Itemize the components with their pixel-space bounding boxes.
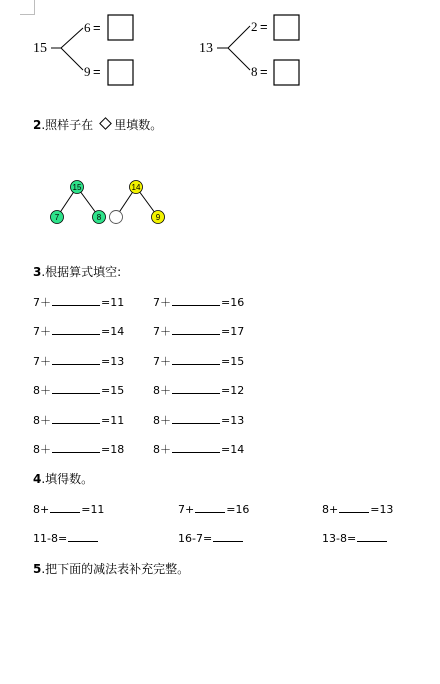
q4-heading (33, 472, 93, 486)
answer-box[interactable] (274, 15, 299, 40)
fill-equation: 8＋ =14 (153, 443, 245, 456)
answer-blank[interactable] (172, 414, 220, 424)
heading-text: .填得数。 (41, 472, 94, 486)
fill-equation: 8＋ =15 (33, 384, 125, 397)
fill-equation: 16-7= (178, 532, 244, 545)
answer-box[interactable] (108, 60, 133, 85)
tree-top-part: 2 (251, 19, 258, 34)
equals-sign: = (260, 64, 268, 79)
fill-equation: 7＋ =15 (153, 355, 245, 368)
fill-equation: 11-8= (33, 532, 99, 545)
answer-blank[interactable] (172, 443, 220, 453)
fill-equation: 7＋ =13 (33, 355, 125, 368)
answer-blank[interactable] (52, 296, 100, 306)
fill-equation: 8＋ =12 (153, 384, 245, 397)
q3-heading (33, 265, 121, 279)
answer-blank[interactable] (68, 532, 98, 542)
answer-box[interactable] (274, 60, 299, 85)
diamond-icon (99, 117, 112, 130)
fill-equation: 7+ =16 (178, 503, 250, 516)
answer-blank[interactable] (52, 414, 100, 424)
q5-heading (33, 562, 189, 576)
q1-tree-2 (199, 15, 299, 85)
circle-number: 15 (72, 183, 82, 192)
answer-blank[interactable] (52, 443, 100, 453)
answer-blank[interactable] (213, 532, 243, 542)
answer-blank[interactable] (50, 503, 80, 513)
answer-blank[interactable] (52, 325, 100, 335)
answer-box[interactable] (108, 15, 133, 40)
equals-sign: = (93, 20, 101, 35)
equals-sign: = (93, 64, 101, 79)
fill-equation: 13-8= (322, 532, 388, 545)
task-blank-circle[interactable] (110, 211, 123, 224)
fill-equation: 7＋ =17 (153, 325, 245, 338)
tree-bottom-part: 9 (84, 64, 91, 79)
answer-blank[interactable] (339, 503, 369, 513)
answer-blank[interactable] (195, 503, 225, 513)
answer-blank[interactable] (172, 355, 220, 365)
fill-equation: 7＋ =14 (33, 325, 125, 338)
q2-heading (33, 118, 162, 132)
answer-blank[interactable] (172, 384, 220, 394)
question-number: 4 (33, 472, 42, 486)
answer-blank[interactable] (52, 355, 100, 365)
fill-equation: 7＋ =11 (33, 296, 125, 309)
answer-blank[interactable] (172, 325, 220, 335)
heading-text: .照样子在 (41, 118, 94, 132)
answer-blank[interactable] (357, 532, 387, 542)
question-number: 3 (33, 265, 42, 279)
question-number: 5 (33, 562, 42, 576)
q1-trees (0, 0, 440, 100)
fill-equation: 8＋ =11 (33, 414, 125, 427)
fill-equation: 8+ =11 (33, 503, 105, 516)
circle-number: 8 (96, 213, 102, 222)
equals-sign: = (260, 19, 268, 34)
heading-text: .把下面的减法表补充完整。 (41, 562, 190, 576)
circle-number: 14 (131, 183, 141, 192)
answer-blank[interactable] (172, 296, 220, 306)
circle-number: 7 (54, 213, 60, 222)
fill-equation: 8＋ =18 (33, 443, 125, 456)
q1-tree-1 (33, 15, 133, 85)
tree-total: 15 (33, 41, 47, 56)
heading-text: .根据算式填空: (41, 265, 122, 279)
tree-total: 13 (199, 41, 213, 56)
question-number: 2 (33, 118, 42, 132)
answer-blank[interactable] (52, 384, 100, 394)
fill-equation: 8＋ =13 (153, 414, 245, 427)
tree-top-part: 6 (84, 20, 91, 35)
circle-number: 9 (155, 213, 161, 222)
q2-diagram (0, 170, 440, 230)
tree-bottom-part: 8 (251, 64, 258, 79)
fill-equation: 8+ =13 (322, 503, 394, 516)
heading-text: 里填数。 (114, 118, 163, 132)
fill-equation: 7＋ =16 (153, 296, 245, 309)
